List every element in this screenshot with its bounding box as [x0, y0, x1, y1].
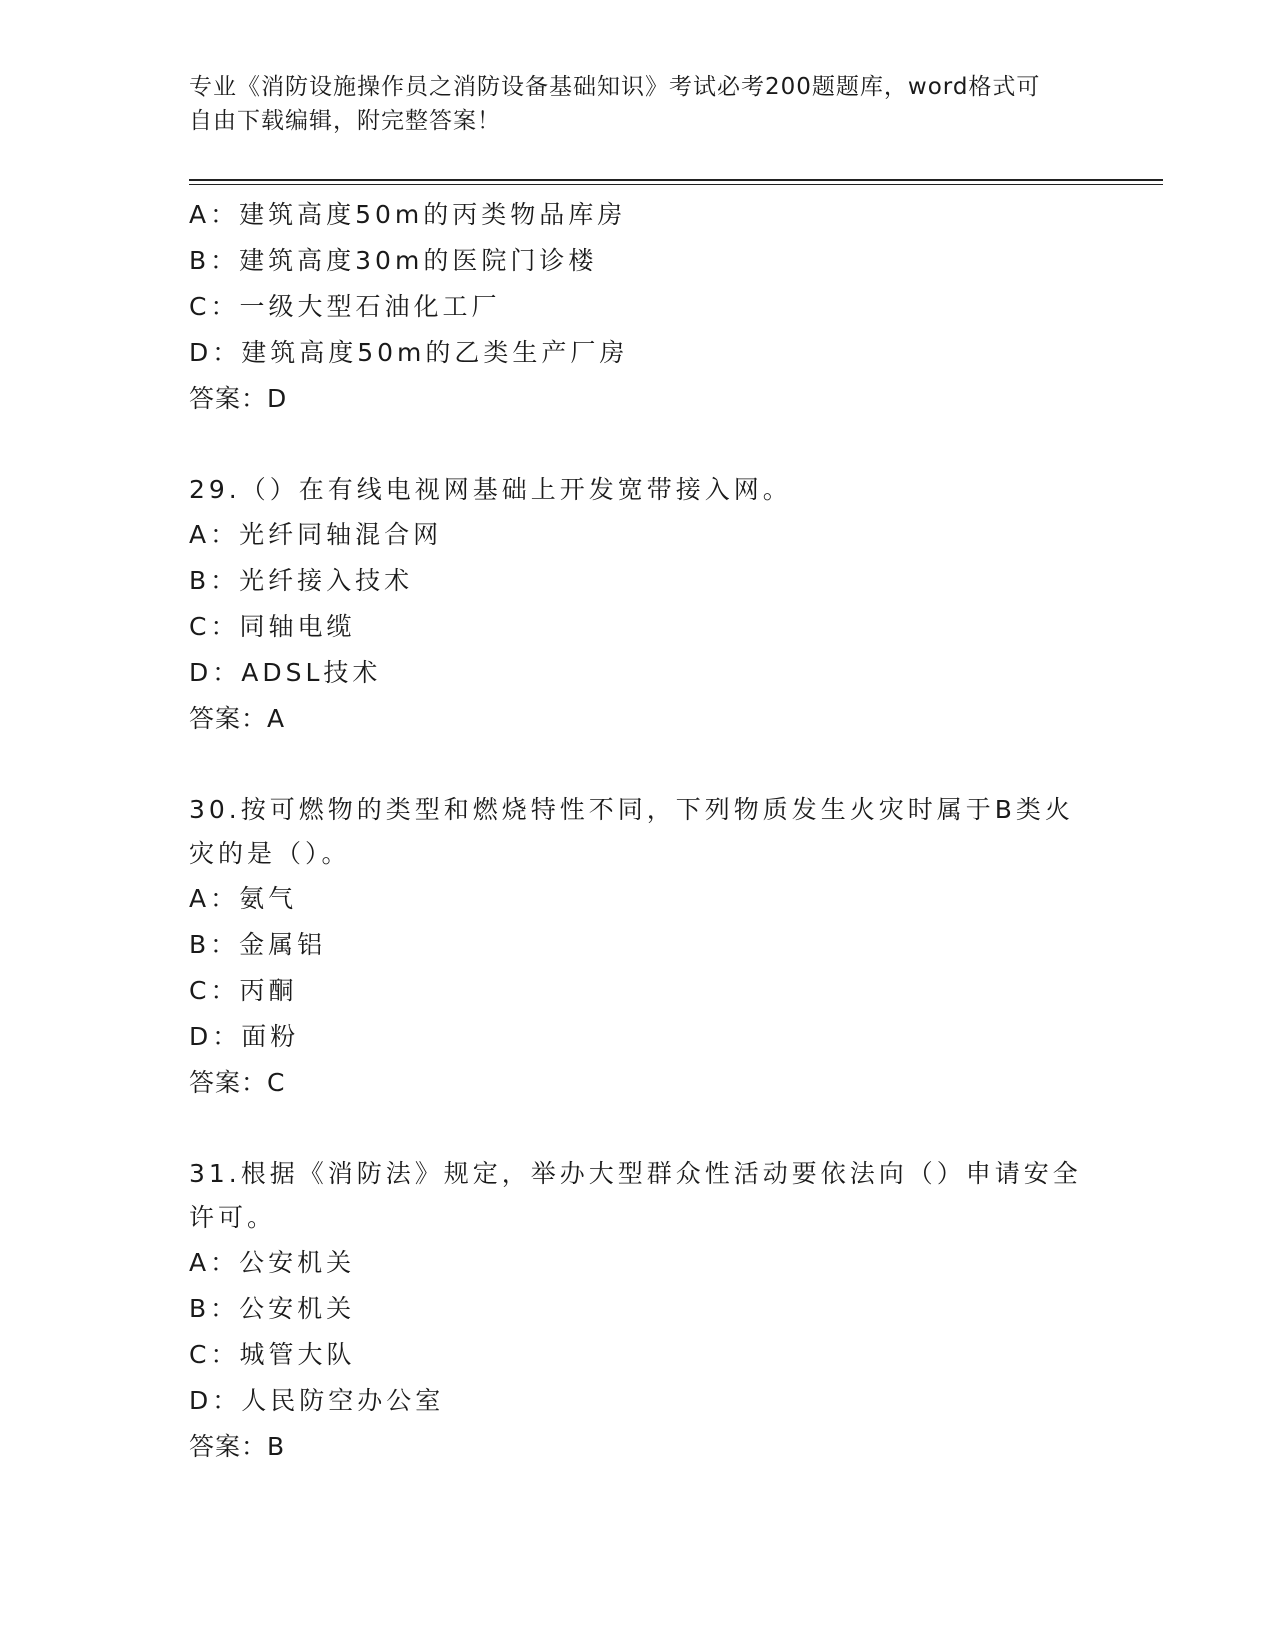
header-line-1: 专业《消防设施操作员之消防设备基础知识》考试必考200题题库，word格式可 — [189, 74, 1041, 100]
option-b: B：建筑高度30m的医院门诊楼 — [189, 246, 598, 275]
option-d: D：面粉 — [189, 1022, 300, 1051]
option-c: C：同轴电缆 — [189, 612, 356, 641]
option-b: B：光纤接入技术 — [189, 566, 414, 595]
option-a: A：氨气 — [189, 884, 298, 913]
option-a: A：建筑高度50m的丙类物品库房 — [189, 200, 627, 229]
question-text: 31.根据《消防法》规定，举办大型群众性活动要依法向（）申请安全许可。 — [189, 1159, 1082, 1232]
option-b: B：公安机关 — [189, 1294, 356, 1323]
answer-label: 答案：A — [189, 704, 286, 733]
option-d: D：人民防空办公室 — [189, 1386, 445, 1415]
question-list — [189, 192, 1089, 1516]
option-a: A：光纤同轴混合网 — [189, 520, 443, 549]
option-b: B：金属铝 — [189, 930, 327, 959]
question-text: 30.按可燃物的类型和燃烧特性不同，下列物质发生火灾时属于B类火灾的是（）。 — [189, 795, 1074, 868]
option-c: C：城管大队 — [189, 1340, 356, 1369]
header-divider-thin — [189, 184, 1163, 185]
option-c: C：丙酮 — [189, 976, 298, 1005]
header-divider-thick — [189, 179, 1163, 181]
option-d: D：ADSL技术 — [189, 658, 382, 687]
option-d: D：建筑高度50m的乙类生产厂房 — [189, 338, 629, 367]
header-line-2: 自由下载编辑，附完整答案！ — [189, 108, 501, 134]
answer-label: 答案：C — [189, 1068, 286, 1097]
question-30 — [189, 788, 1089, 1106]
option-c: C：一级大型石油化工厂 — [189, 292, 501, 321]
answer-label: 答案：D — [189, 384, 288, 413]
question-28 — [189, 192, 1089, 422]
document-header — [189, 70, 1089, 138]
answer-label: 答案：B — [189, 1432, 286, 1461]
option-a: A：公安机关 — [189, 1248, 356, 1277]
question-29 — [189, 468, 1089, 742]
question-31 — [189, 1152, 1089, 1470]
question-text: 29.（）在有线电视网基础上开发宽带接入网。 — [189, 475, 792, 504]
